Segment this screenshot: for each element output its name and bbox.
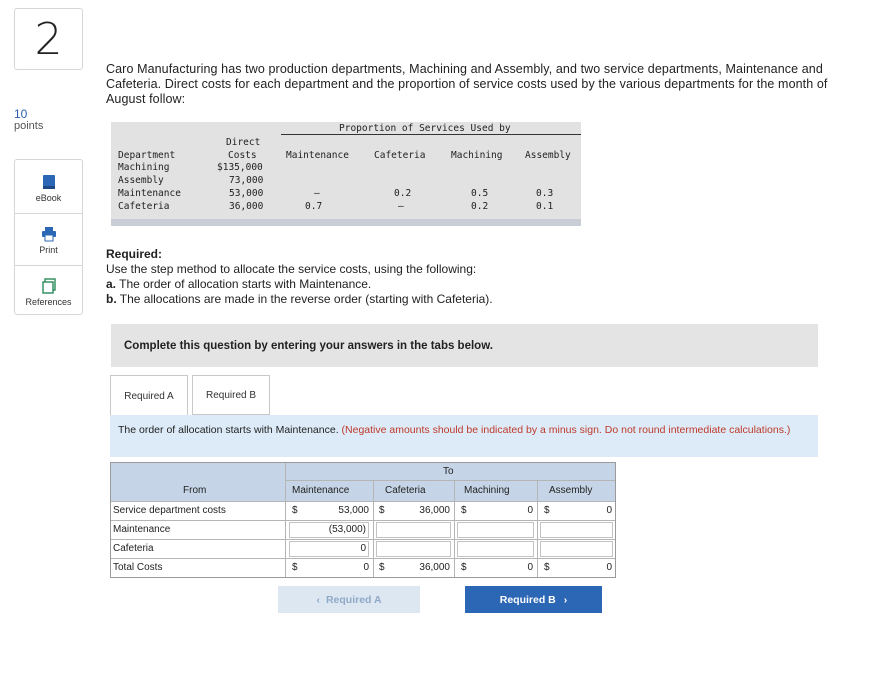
cell-assy-service: 0 (606, 505, 612, 516)
table-footer-bar (111, 219, 581, 226)
row-dept: Machining (118, 162, 170, 173)
proportion-header-rule (281, 134, 581, 135)
input-mach-cafeteria[interactable] (457, 541, 534, 557)
col-header-cafeteria: Cafeteria (385, 485, 426, 496)
row-dept: Assembly (118, 175, 164, 186)
allocation-grid (110, 462, 616, 578)
row-assy: 0.1 (536, 201, 554, 212)
row-mach: 0.5 (471, 188, 489, 199)
grid-row-divider (111, 558, 615, 559)
direct-header-line1: Direct (226, 137, 261, 148)
grid-col-divider (454, 480, 455, 577)
row-maint: 0.7 (305, 201, 323, 212)
tab-instruction (110, 415, 818, 457)
row-dept: Cafeteria (118, 201, 170, 212)
printer-icon (41, 226, 57, 242)
grid-row-divider (111, 520, 615, 521)
row-label: Service department costs (113, 505, 226, 516)
instruction-main: The order of allocation starts with Maintenance. (118, 424, 342, 436)
required-line1: Use the step method to allocate the service costs, using the following: (106, 262, 477, 276)
input-assy-maintenance[interactable] (540, 522, 613, 538)
grid-row-divider (111, 539, 615, 540)
references-label: References (25, 297, 72, 307)
tool-divider (15, 213, 82, 214)
row-mach: 0.2 (471, 201, 489, 212)
col-header-assembly: Assembly (549, 485, 593, 496)
chevron-left-icon: ‹ (316, 593, 320, 606)
points-label: points (14, 120, 44, 132)
row-dept: Maintenance (118, 188, 181, 199)
input-maint-maintenance[interactable]: (53,000) (289, 522, 369, 538)
tool-divider (15, 265, 82, 266)
grid-col-divider (537, 480, 538, 577)
cell-caf-total: 36,000 (419, 562, 450, 573)
cost-data-table (111, 122, 581, 226)
required-section (106, 247, 493, 307)
currency-sign: $ (379, 505, 385, 516)
tools-panel (14, 159, 83, 315)
proportion-header: Proportion of Services Used by (339, 123, 511, 134)
row-label: Maintenance (113, 524, 171, 535)
cell-assy-total: 0 (606, 562, 612, 573)
next-tab-button[interactable] (465, 586, 602, 613)
question-text: Caro Manufacturing has two production departments, Machining and Assembly, and two service departments, Maintenance and Cafeteria. Direct costs for each department and the proportion of service costs used by the various departments for the month of August follow: (106, 62, 828, 106)
instruction-note: (Negative amounts should be indicated by a minus sign. Do not round intermediate calculations.) (341, 424, 791, 436)
ebook-button[interactable] (15, 174, 82, 226)
row-label: Cafeteria (113, 543, 154, 554)
row-cost: $135,000 (217, 162, 263, 173)
cell-maint-total: 0 (363, 562, 369, 573)
row-caf: – (398, 201, 404, 212)
input-mach-maintenance[interactable] (457, 522, 534, 538)
from-label: From (183, 485, 207, 496)
row-caf: 0.2 (394, 188, 412, 199)
col-machining: Machining (451, 150, 503, 161)
grid-rule (285, 480, 615, 481)
grid-col-divider (373, 480, 374, 577)
cell-mach-service: 0 (527, 505, 533, 516)
to-label: To (443, 466, 454, 477)
required-heading: Required: (106, 247, 163, 261)
required-a-text: The order of allocation starts with Maintenance. (116, 277, 372, 291)
col-assembly: Assembly (525, 150, 571, 161)
cell-mach-total: 0 (527, 562, 533, 573)
currency-sign: $ (292, 505, 298, 516)
currency-sign: $ (461, 505, 467, 516)
input-caf-maintenance[interactable] (376, 522, 451, 538)
chevron-right-icon: › (563, 593, 568, 606)
print-label: Print (39, 245, 58, 255)
required-a-label: a. (106, 277, 117, 291)
input-assy-cafeteria[interactable] (540, 541, 613, 557)
prev-tab-label: Required A (325, 593, 382, 606)
required-b-text: The allocations are made in the reverse order (starting with Cafeteria). (116, 292, 493, 306)
input-caf-cafeteria[interactable] (376, 541, 451, 557)
points-indicator (14, 108, 43, 132)
required-b-label: b. (106, 292, 117, 306)
tab-required-b[interactable]: Required B (192, 375, 270, 415)
cell-caf-service: 36,000 (419, 505, 450, 516)
question-number: 2 (14, 8, 83, 70)
direct-header-line2: Costs (228, 150, 257, 161)
cell-maint-service: 53,000 (338, 505, 369, 516)
print-button[interactable] (15, 226, 82, 278)
col-header-machining: Machining (464, 485, 510, 496)
instructions-banner: Complete this question by entering your answers in the tabs below. (111, 324, 818, 367)
currency-sign: $ (461, 562, 467, 573)
row-assy: 0.3 (536, 188, 554, 199)
input-maint-cafeteria[interactable]: 0 (289, 541, 369, 557)
book-icon (41, 174, 57, 190)
currency-sign: $ (379, 562, 385, 573)
row-cost: 53,000 (229, 188, 264, 199)
col-maintenance: Maintenance (286, 150, 349, 161)
row-maint: – (314, 188, 320, 199)
row-cost: 73,000 (229, 175, 264, 186)
tab-required-a[interactable]: Required A (110, 375, 188, 416)
points-value: 10 (14, 107, 28, 121)
col-cafeteria: Cafeteria (374, 150, 426, 161)
col-department: Department (118, 150, 176, 161)
row-label: Total Costs (113, 562, 163, 573)
grid-row-divider (111, 501, 615, 502)
prev-tab-button[interactable] (278, 586, 420, 613)
references-button[interactable] (15, 278, 82, 330)
references-icon (41, 278, 57, 294)
next-tab-label: Required B (499, 593, 556, 606)
currency-sign: $ (544, 562, 550, 573)
currency-sign: $ (292, 562, 298, 573)
ebook-label: eBook (35, 193, 62, 203)
col-header-maintenance: Maintenance (292, 485, 350, 496)
currency-sign: $ (544, 505, 550, 516)
row-cost: 36,000 (229, 201, 264, 212)
